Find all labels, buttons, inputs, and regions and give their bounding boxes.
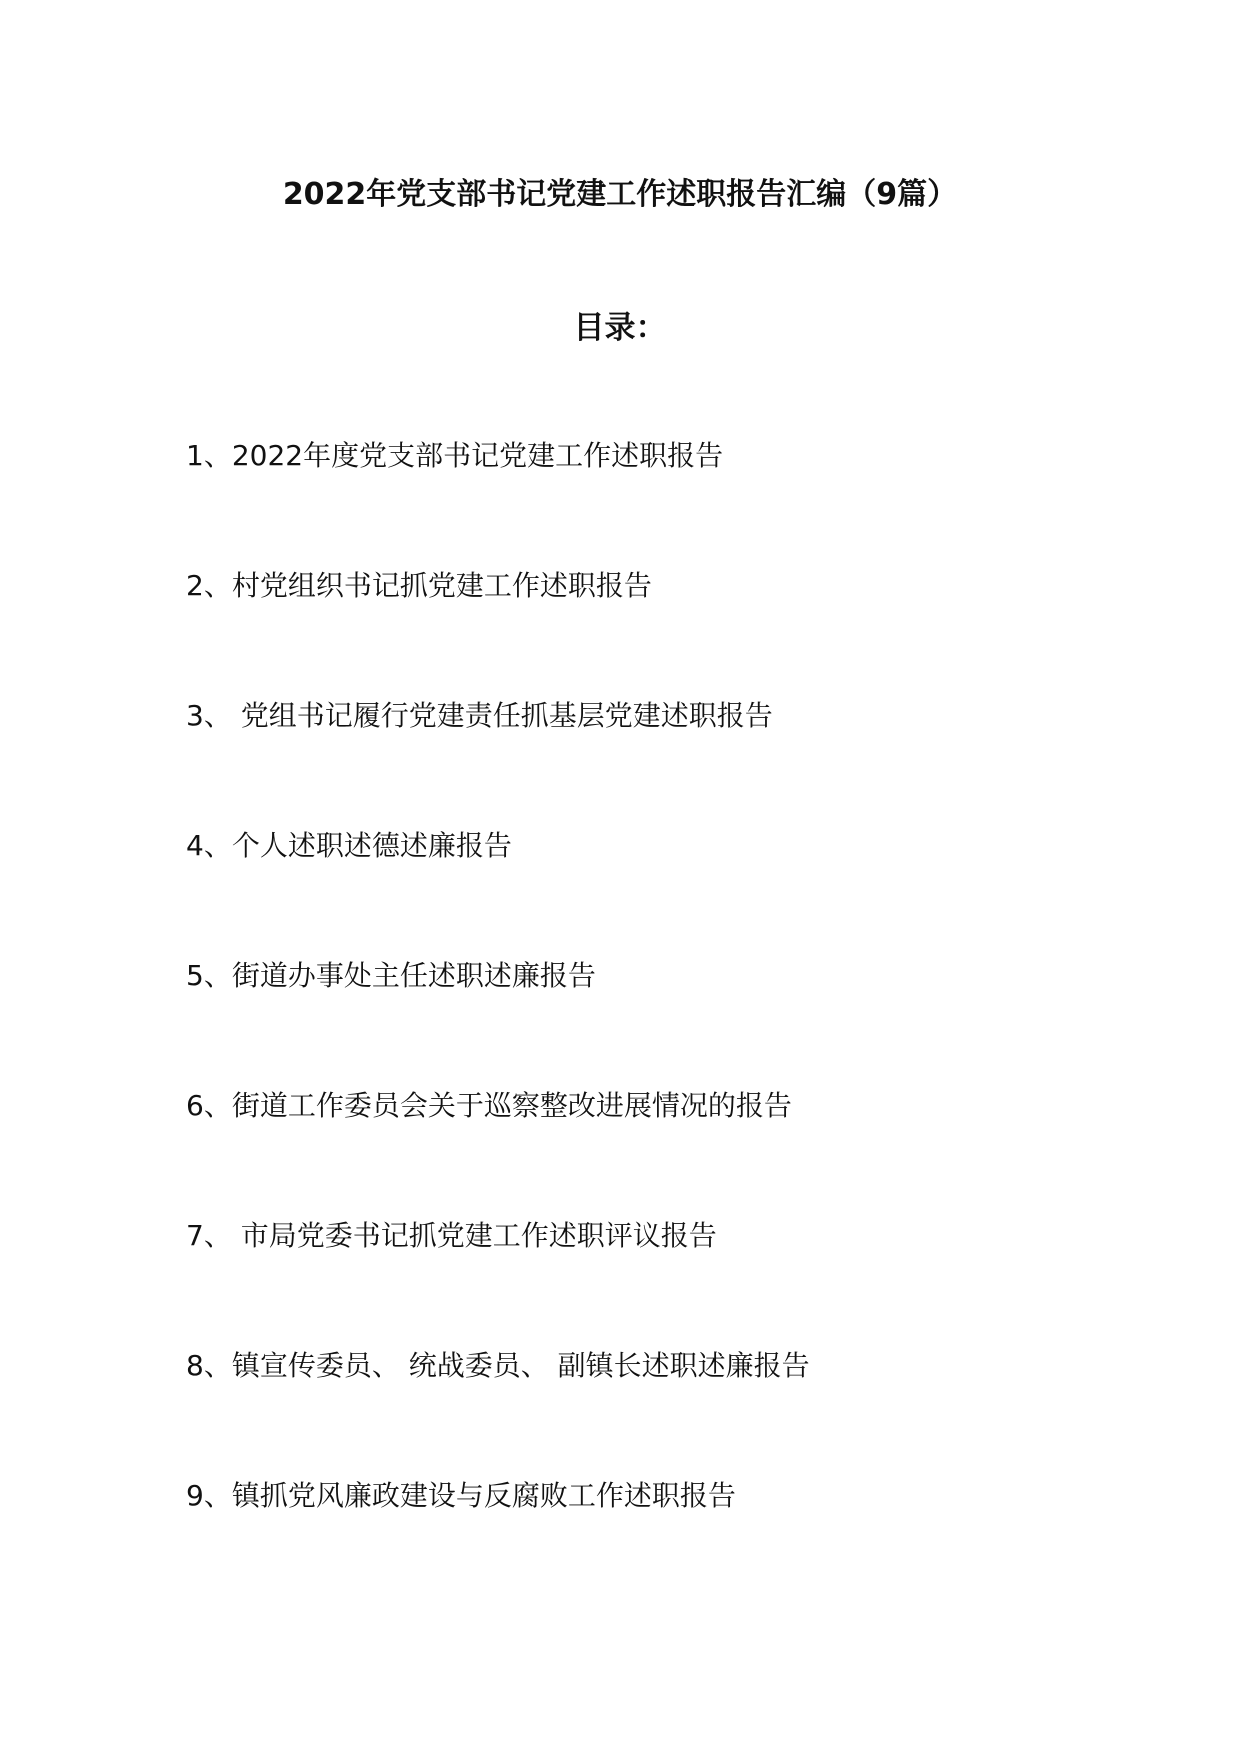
toc-item-text: 镇宣传委员、 统战委员、 副镇长述职述廉报告 [231,1349,810,1382]
toc-item-text: 村党组织书记抓党建工作述职报告 [231,569,652,602]
toc-list [186,436,1146,1606]
toc-item-text: 市局党委书记抓党建工作述职评议报告 [231,1219,717,1252]
toc-item-number: 1、 [186,439,232,472]
toc-item-number: 7、 [186,1219,232,1252]
toc-item-5 [186,956,1146,1086]
toc-item-text: 2022年度党支部书记党建工作述职报告 [231,439,724,472]
toc-item-1 [186,436,1146,566]
toc-item-9 [186,1476,1146,1606]
toc-item-text: 街道工作委员会关于巡察整改进展情况的报告 [231,1089,792,1122]
toc-item-3 [186,696,1146,826]
toc-item-number: 4、 [186,829,232,862]
toc-item-text: 个人述职述德述廉报告 [231,829,512,862]
document-title: 2022年党支部书记党建工作述职报告汇编（9篇） [282,177,958,212]
toc-item-number: 9、 [186,1479,232,1512]
toc-item-number: 3、 [186,699,232,732]
toc-heading: 目录： [573,310,667,346]
toc-item-text: 党组书记履行党建责任抓基层党建述职报告 [231,699,773,732]
toc-item-number: 8、 [186,1349,232,1382]
toc-item-2 [186,566,1146,696]
toc-item-number: 6、 [186,1089,232,1122]
toc-item-text: 镇抓党风廉政建设与反腐败工作述职报告 [231,1479,736,1512]
toc-item-text: 街道办事处主任述职述廉报告 [231,959,596,992]
toc-item-6 [186,1086,1146,1216]
toc-item-7 [186,1216,1146,1346]
toc-item-4 [186,826,1146,956]
toc-item-number: 2、 [186,569,232,602]
toc-item-number: 5、 [186,959,232,992]
toc-item-8 [186,1346,1146,1476]
